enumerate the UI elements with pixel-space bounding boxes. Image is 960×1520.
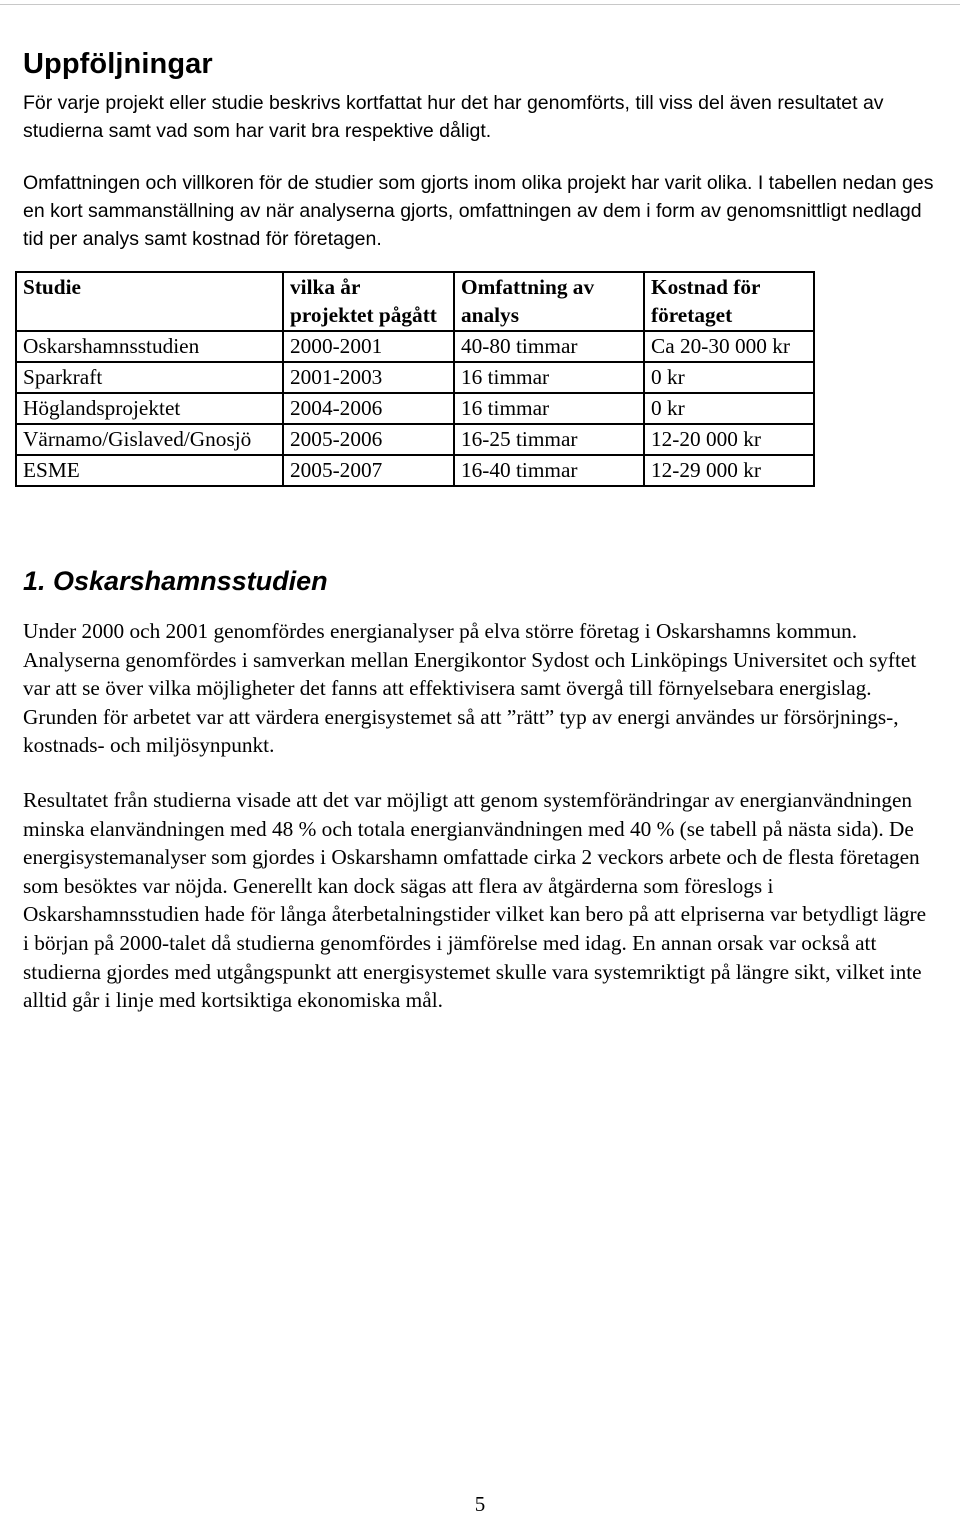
- top-border-line: [0, 4, 960, 5]
- header-studie: Studie: [16, 272, 283, 331]
- cell-cost: Ca 20-30 000 kr: [644, 331, 814, 362]
- cell-cost: 0 kr: [644, 362, 814, 393]
- cell-years: 2004-2006: [283, 393, 454, 424]
- page-heading: Uppföljningar: [23, 48, 213, 80]
- header-omfattning: Omfattning av analys: [454, 272, 644, 331]
- cell-years: 2005-2007: [283, 455, 454, 486]
- table-row: [16, 393, 814, 424]
- section-title: 1. Oskarshamnsstudien: [23, 566, 328, 596]
- cell-studie: Oskarshamnsstudien: [16, 331, 283, 362]
- cell-years: 2005-2006: [283, 424, 454, 455]
- header-kostnad: Kostnad för företaget: [644, 272, 814, 331]
- header-vilka-ar: vilka år projektet pågått: [283, 272, 454, 331]
- cell-scope: 16 timmar: [454, 393, 644, 424]
- cell-scope: 16 timmar: [454, 362, 644, 393]
- cell-studie: Sparkraft: [16, 362, 283, 393]
- cell-studie: ESME: [16, 455, 283, 486]
- table-row: [16, 331, 814, 362]
- section-paragraph-2: Resultatet från studierna visade att det var möjligt att genom systemförändringar av energianvändningen minska elanvändningen med 48 % och totala energianvändningen med 40 % (se tabell på nästa sida). De energisystemanalyser som gjordes i Oskarshamn omfattade cirka 2 veckors arbete och de flesta företagen som besöktes var nöjda. Generellt kan dock sägas att flera av åtgärderna som föreslogs i Oskarshamnsstudien hade för långa återbetalningstider vilket kan bero på att elpriserna var betydligt lägre i början på 2000-talet då studierna genomfördes i jämförelse med idag. En annan orsak var också att studierna gjordes med utgångspunkt att energisystemet skulle vara systemriktigt på längre sikt, vilket inte alltid går i linje med kortsiktiga ekonomiska mål.: [23, 787, 927, 1013]
- cell-scope: 16-25 timmar: [454, 424, 644, 455]
- table-row: [16, 455, 814, 486]
- cell-studie: Höglandsprojektet: [16, 393, 283, 424]
- summary-table: [15, 271, 815, 487]
- table-row: [16, 362, 814, 393]
- cell-scope: 40-80 timmar: [454, 331, 644, 362]
- section-paragraph-1: Under 2000 och 2001 genomfördes energianalyser på elva större företag i Oskarshamns kommun. Analyserna genomfördes i samverkan mellan Energikontor Sydost och Linköpings Universitet och syftet var att se över vilka möjligheter det fanns att effektivisera samt övergå till förnyelsebara energislag. Grunden för arbetet var att värdera energisystemet så att ”rätt” typ av energi användes ur försörjnings-, kostnads- och miljösynpunkt.: [23, 619, 917, 758]
- page-number: 5: [474, 1492, 486, 1516]
- intro-paragraph-1: För varje projekt eller studie beskrivs kortfattat hur det har genomförts, till viss del även resultatet av studierna samt vad som har varit bra respektive dåligt.: [23, 92, 884, 142]
- table-row: [16, 424, 814, 455]
- intro-paragraph-2: Omfattningen och villkoren för de studier som gjorts inom olika projekt har varit olika. I tabellen nedan ges en kort sammanställning av när analyserna gjorts, omfattningen av dem i form av genomsnittligt nedlagd tid per analys samt kostnad för företagen.: [23, 172, 934, 250]
- cell-years: 2001-2003: [283, 362, 454, 393]
- cell-scope: 16-40 timmar: [454, 455, 644, 486]
- cell-years: 2000-2001: [283, 331, 454, 362]
- cell-cost: 0 kr: [644, 393, 814, 424]
- cell-studie: Värnamo/Gislaved/Gnosjö: [16, 424, 283, 455]
- cell-cost: 12-29 000 kr: [644, 455, 814, 486]
- cell-cost: 12-20 000 kr: [644, 424, 814, 455]
- table-header-row: [16, 272, 814, 331]
- document-page: [23, 44, 935, 1015]
